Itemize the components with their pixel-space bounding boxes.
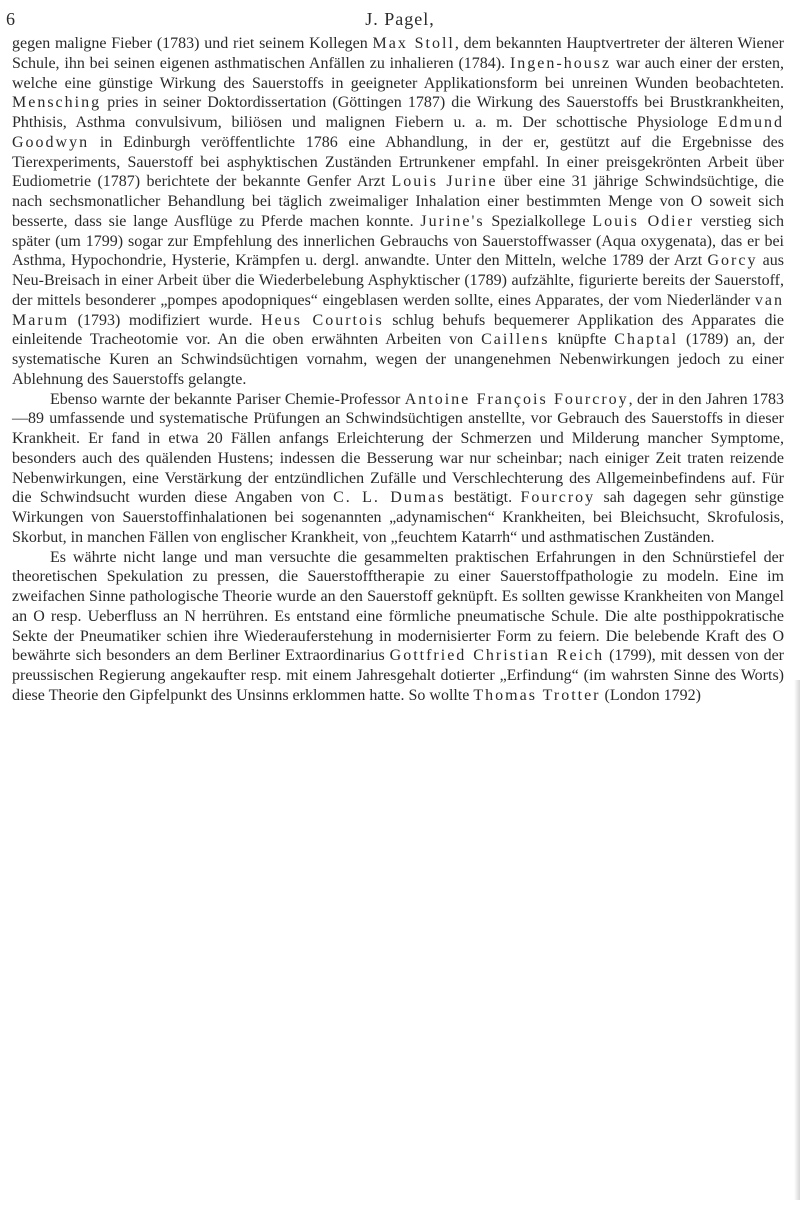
spaced-name: Edmund Goodwyn — [12, 114, 784, 151]
spaced-name: Caillens — [481, 331, 550, 349]
text-run: knüpfte — [549, 331, 615, 349]
text-run: Es währte nicht lange und man versuchte die gesammelten praktischen Erfahrungen in den Schnürstiefel der theoretischen Spekulation zu pressen, die Sauerstofftherapie zu einer Sauerstoffpathologie zu modeln. Eine im zweifachen Sinne pathologische Theorie wurde an den Sauerstoff geknüpft. Es sollten gewisse Krankheiten von Mangel an O resp. Ueberfluss an N herrühren. Es entstand eine förmliche pneumatische Schule. Die alte posthippokratische Sekte der Pneumatiker schien ihre Wiederauferstehung in modernisierter Form zu feiern. Die belebende Kraft des O bewährte sich besonders an dem Berliner Extraordinarius — [12, 548, 784, 665]
running-head: J. Pagel, — [365, 9, 435, 29]
text-run: (London 1792) — [600, 686, 701, 704]
text-run: sah dagegen sehr günstige Wirkungen von Sauerstoffinhalationen bei sogenannten „adynamischen“ Krankheiten, bei Bleichsucht, Skrofulosis, Skorbut, in manchen Fällen von englischer Krankheit, von „feuchtem Katarrh“ und asthmatischen Zuständen. — [12, 489, 785, 546]
text-run: (1793) modifiziert wurde. — [69, 311, 262, 329]
spaced-name: Max Stoll — [372, 35, 455, 52]
spaced-name: Jurine's — [420, 212, 485, 230]
text-run: , der in den Jahren 1783—89 umfassende und systematische Prüfungen an Schwindsüchtigen anstellte, vor Gebrauch des Sauerstoffs in dieser Krankheit. Er fand in etwa 20 Fällen anfangs Erleichterung der Schmerzen und Milderung mancher Symptome, besonders auch des quälenden Hustens; indessen die Besserung war nur scheinbar; nach einiger Zeit traten reizende Nebenwirkungen, eine Verstärkung der entzündlichen Zufälle und Verschlechterung des Allgemeinbefindens auf. Für die Schwindsucht wurden diese Angaben von — [12, 390, 784, 507]
text-run: Spezialkollege — [484, 212, 593, 230]
page-number: 6 — [6, 9, 15, 29]
text-run: in Edinburgh veröffentlichte 1786 eine Abhandlung, in der er, gestützt auf die Ergebnisse des Tierexperiments, Sauerstoff bei asphyktischen Zuständen Ertrunkener empfahl. In einer preisgekrönten Arbeit über Eudiometrie (1787) berichtete der bekannte Genfer Arzt — [12, 133, 784, 191]
spaced-name: Heus Courtois — [261, 311, 384, 329]
text-run: Ebenso warnte der bekannte Pariser Chemie-Professor — [50, 390, 405, 408]
text-run: gegen maligne Fieber (1783) und riet seinem Kollegen — [12, 35, 373, 52]
spaced-name: Louis Jurine — [391, 173, 498, 191]
text-run: über eine 31 jährige Schwindsüchtige, die nach sechsmonatlicher Behandlung bei täglich zweimaliger Inhalation einer bestimmten Menge von O soweit sich besserte, dass sie lange Ausflüge zu Pferde machen konnte. — [12, 173, 785, 230]
spaced-name: van Marum — [12, 291, 784, 329]
text-run: aus Neu-Breisach in einer Arbeit über die Wiederbelebung Asphyktischer (1789) aufzählte, figurierte bereits der Sauerstoff, der mittels besonderer „pompes apodopniques“ eingeblasen werden sollte, eines Apparates, der vom Niederländer — [12, 252, 784, 309]
text-run: verstieg sich später (um 1799) sogar zur Empfehlung des innerlichen Gebrauchs von Sauerstoffwasser (Aqua oxygenata), das er bei Asthma, Hypochondrie, Hysterie, Krämpfen u. dergl. anwandte. Unter den Mitteln, welche 1789 der Arzt — [12, 212, 785, 270]
spaced-name: Antoine François Fourcroy — [404, 390, 629, 408]
page-header — [0, 4, 800, 34]
text-run: bestätigt. — [445, 489, 521, 507]
spaced-name: Ingen-housz — [509, 54, 612, 72]
spaced-name: Gorcy — [707, 252, 758, 270]
text-run: (1799), mit dessen von der preussischen Regierung angekaufter resp. mit einem Jahresgehalt dotierter „Erfindung“ (im wahrsten Sinne des Worts) diese Theorie den Gipfelpunkt des Unsinns erklommen hatte. So wollte — [12, 647, 785, 704]
text-run: war auch einer der ersten, welche eine günstige Wirkung des Sauerstoffs in geeigneter Applikationsform bei unreinen Wunden beobachteten. — [12, 54, 785, 92]
spaced-name: Fourcroy — [520, 489, 596, 507]
spaced-name: C. L. Dumas — [333, 489, 446, 507]
paragraph — [12, 548, 784, 706]
spaced-name: Chaptal — [614, 331, 679, 349]
paragraph — [12, 34, 784, 390]
spaced-name: Gottfried Christian Reich — [389, 647, 605, 665]
body-text — [12, 34, 784, 706]
text-run: schlug behufs bequemerer Applikation des Apparates die einleitende Tracheotomie vor. An die oben erwähnten Arbeiten von — [12, 311, 785, 349]
spaced-name: Mensching — [12, 94, 102, 112]
text-run: , dem bekannten Hauptvertreter der älteren Wiener Schule, ihn bei seinen eigenen asthmatischen Anfällen zu inhalieren (1784). — [12, 35, 784, 72]
page-edge-shadow — [794, 680, 800, 1200]
paragraph — [12, 390, 784, 548]
text-run: pries in seiner Doktordissertation (Göttingen 1787) die Wirkung des Sauerstoffs bei Brustkrankheiten, Phthisis, Asthma convulsivum, biliösen und malignen Fiebern u. a. m. Der schottische Physiologe — [12, 94, 784, 131]
spaced-name: Thomas Trotter — [473, 686, 601, 704]
text-run: (1789) an, der systematische Kuren an Schwindsüchtigen vornahm, wegen der unangenehmen Nebenwirkungen jedoch zu einer Ablehnung des Sauerstoffs gelangte. — [12, 331, 785, 388]
spaced-name: Louis Odier — [592, 212, 695, 230]
